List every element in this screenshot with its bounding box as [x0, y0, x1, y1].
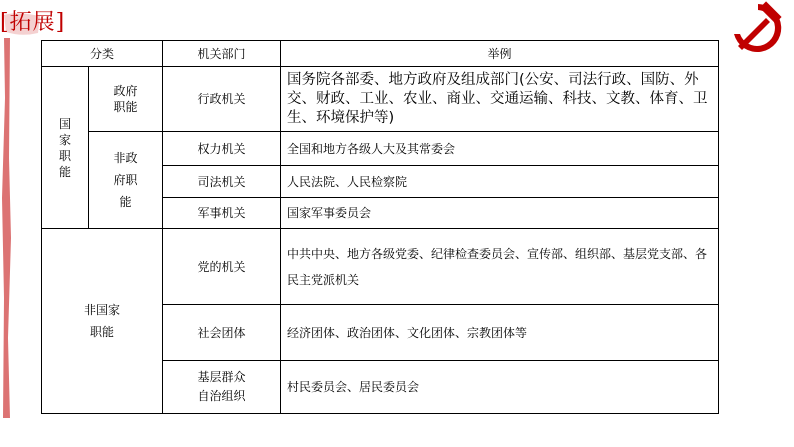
- topic-badge: [0, 5, 65, 36]
- category-national-function: 国 家 职 能: [41, 66, 89, 229]
- table-row-example: 全国和地方各级人大及其常委会: [280, 131, 719, 166]
- table-row-dept: 社会团体: [162, 304, 281, 361]
- table-row-dept: 基层群众 自治组织: [162, 360, 281, 414]
- brush-stroke-decoration: [0, 38, 12, 418]
- table-row-example: 村民委员会、居民委员会: [280, 360, 719, 414]
- table-header-department: 机关部门: [162, 40, 281, 67]
- table-row-dept: 军事机关: [162, 197, 281, 229]
- table-row-example: 经济团体、政治团体、文化团体、宗教团体等: [280, 304, 719, 361]
- category-non-national-function: 非国家 职能: [41, 228, 163, 414]
- table-row-dept: 权力机关: [162, 131, 281, 166]
- table-row-dept: 党的机关: [162, 228, 281, 305]
- table-row-example: 中共中央、地方各级党委、纪律检查委员会、宣传部、组织部、基层党支部、各民主党派机关: [280, 228, 719, 305]
- table-row-dept: 司法机关: [162, 165, 281, 198]
- table-header-category: 分类: [41, 40, 163, 67]
- table-row-example: 国家军事委员会: [280, 197, 719, 229]
- table-row-example: 人民法院、人民检察院: [280, 165, 719, 198]
- table-header-example: 举例: [280, 40, 719, 67]
- subcategory-non-government: 非政 府职 能: [88, 131, 163, 229]
- hammer-sickle-icon: [726, 0, 788, 58]
- topic-badge-label: [拓展]: [0, 10, 66, 35]
- table-row-example: 国务院各部委、地方政府及组成部门(公安、司法行政、国防、外交、财政、工业、农业、商业、交通运输、科技、文教、体育、卫生、环境保护等): [280, 66, 719, 132]
- table-row-dept: 行政机关: [162, 66, 281, 132]
- subcategory-government: 政府 职能: [88, 66, 163, 132]
